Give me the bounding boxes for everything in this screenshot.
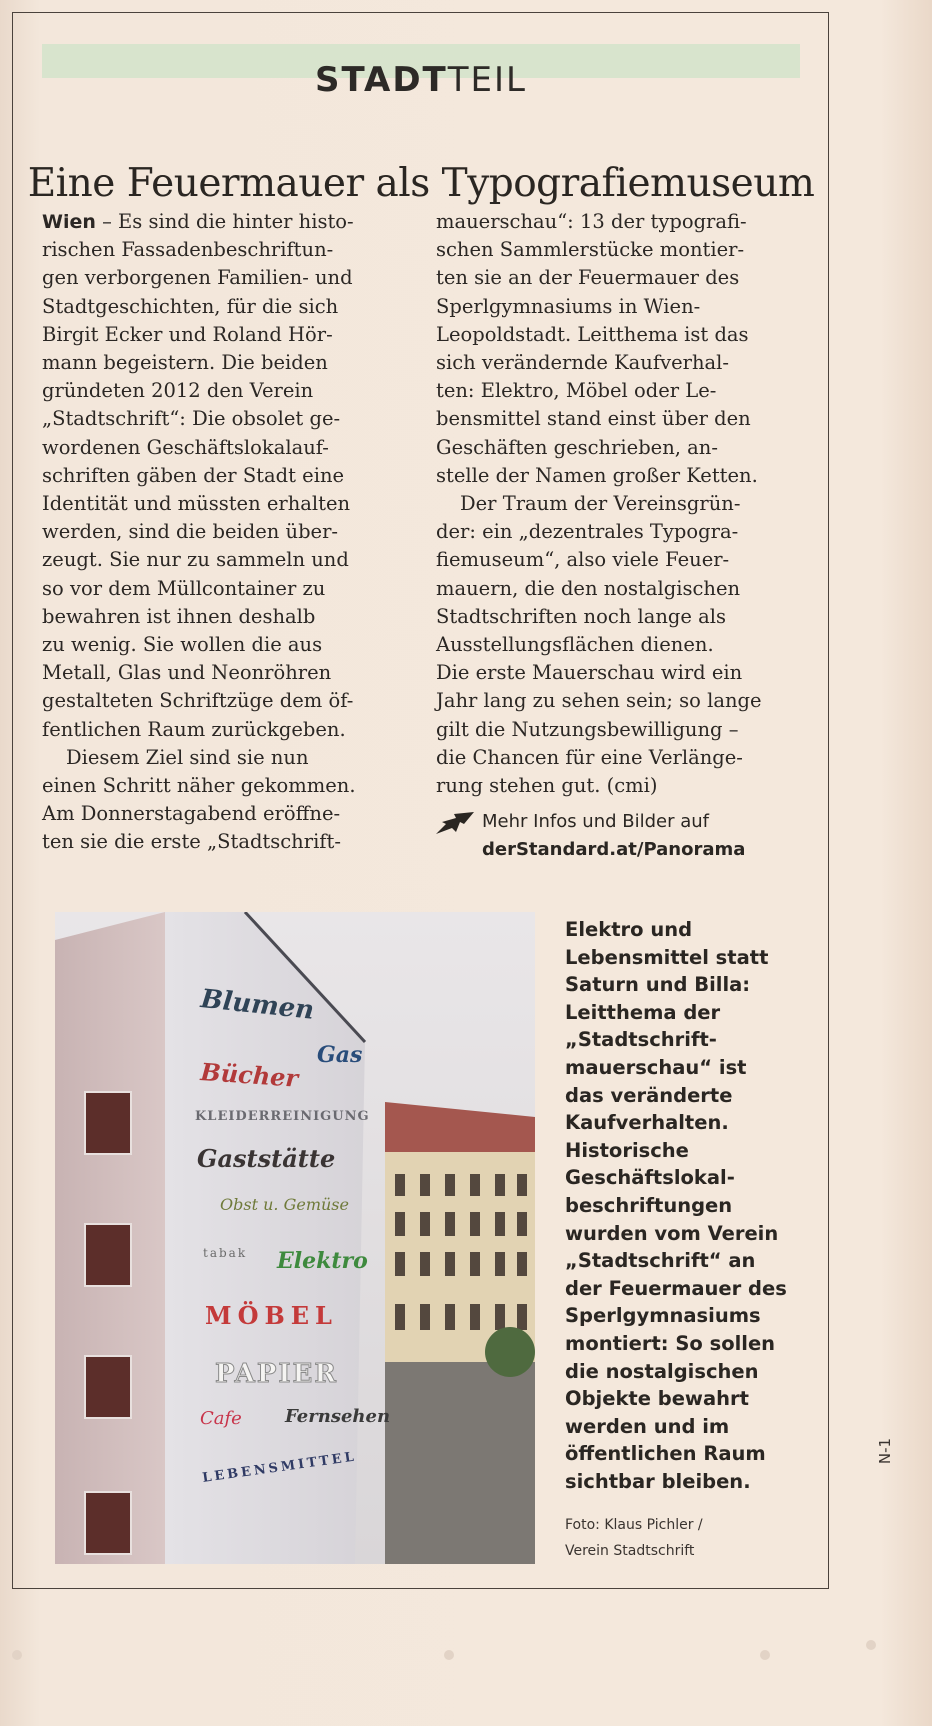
caption-line: Saturn und Billa: [565,973,751,997]
caption-line: die nostalgischen [565,1359,759,1383]
photo-firewall-signs [55,912,535,1564]
text-line: ten: Elektro, Möbel oder Le- [436,379,717,403]
text-line: der: ein „dezentrales Typogra- [436,520,739,544]
perforation-dot [12,1650,22,1660]
caption-line: Objekte bewahrt [565,1387,749,1411]
text-line: sich verändernde Kaufverhal- [436,351,729,375]
caption-line: sichtbar bleiben. [565,1469,751,1493]
sign-gas: Gas [317,1042,363,1068]
caption-line: Kaufverhalten. [565,1111,729,1135]
perforation-dot [444,1650,454,1660]
text-line: so vor dem Müllcontainer zu [42,576,326,600]
caption-line: öffentlichen Raum [565,1442,766,1466]
caption-line: der Feuermauer des [565,1276,787,1300]
text-line: Metall, Glas und Neonröhren [42,661,332,685]
sign-buecher: Bücher [199,1057,300,1093]
sign-moebel: MÖBEL [205,1301,338,1330]
dateline: Wien [42,211,96,233]
text-line: stelle der Namen großer Ketten. [436,463,758,487]
text-line: rung stehen gut. (cmi) [436,774,658,798]
text-line: schen Sammlerstücke montier- [436,238,745,262]
sign-elektro: Elektro [277,1248,368,1274]
text-line: gen verborgenen Familien- und [42,266,353,290]
caption-line: Elektro und [565,918,693,941]
sign-cafe: Cafe [200,1408,242,1429]
text-line: Der Traum der Vereinsgrün- [460,492,741,516]
text-line: bewahren ist ihnen deshalb [42,604,316,628]
caption-line: montiert: So sollen [565,1331,776,1355]
text-line: zu wenig. Sie wollen die aus [42,633,323,657]
text-line: ten sie die erste „Stadtschrift- [42,830,341,854]
caption-line: Leitthema der [565,1000,721,1024]
text-line: mauern, die den nostalgischen [436,576,741,600]
photo-credit [565,1512,805,1564]
text-line: Jahr lang zu sehen sein; so lange [436,689,762,713]
caption-line: Historische [565,1138,689,1162]
text-line: Diesem Ziel sind sie nun [66,745,309,769]
caption-line: werden und im [565,1414,730,1438]
text-line: Geschäften geschrieben, an- [436,435,718,459]
sign-lebensmittel: LEBENSMITTEL [201,1449,358,1486]
text-line: Birgit Ecker und Roland Hör- [42,322,333,346]
text-line: Am Donnerstagabend eröffne- [42,802,341,826]
caption-line: Lebensmittel statt [565,945,769,969]
caption-line: mauerschau“ ist [565,1055,747,1079]
paragraph-2 [42,744,407,857]
text-line: mauerschau“: 13 der typografi- [436,210,747,233]
sign-tabak: tabak [203,1246,248,1260]
text-line: gründeten 2012 den Verein [42,379,314,403]
text-line: Die erste Mauerschau wird ein [436,661,743,685]
tip-link[interactable]: derStandard.at/Panorama [482,839,746,860]
text-line: fentlichen Raum zurückgeben. [42,717,346,741]
article-column-1 [42,208,407,857]
photo-caption [565,916,805,1495]
caption-line: „Stadtschrift- [565,1028,717,1052]
caption-line: beschriftungen [565,1193,733,1217]
text-line: ten sie an der Feuermauer des [436,266,740,290]
text-line: die Chancen für eine Verlänge- [436,745,743,769]
page-marker: N-1 [876,1437,895,1465]
arrow-icon [434,810,476,836]
caption-line: Geschäftslokal- [565,1166,735,1190]
section-label-thin: TEIL [447,60,527,100]
text-line: Sperlgymnasiums in Wien- [436,294,701,318]
sign-gaststaette: Gaststätte [197,1144,336,1173]
text-line: einen Schritt näher gekommen. [42,774,356,798]
text-line: zeugt. Sie nur zu sammeln und [42,548,349,572]
caption-line: das veränderte [565,1083,733,1107]
caption-line: „Stadtschrift“ an [565,1249,756,1273]
perforation-dot [866,1640,876,1650]
credit-line: Verein Stadtschrift [565,1543,695,1559]
text-line: werden, sind die beiden über- [42,520,339,544]
paragraph-4 [436,490,801,800]
caption-line: Sperlgymnasiums [565,1304,761,1328]
text-line: mann begeistern. Die beiden [42,351,328,375]
tip-text: Mehr Infos und Bilder auf [482,811,710,832]
article-column-2 [436,208,801,800]
text-line: schriften gäben der Stadt eine [42,463,345,487]
sign-papier: PAPIER [215,1359,338,1389]
text-line: gestalteten Schriftzüge dem öf- [42,689,354,713]
text-line: Identität und müssten erhalten [42,492,351,516]
caption-line: wurden vom Verein [565,1221,779,1245]
text-line: Stadtgeschichten, für die sich [42,294,339,318]
sign-kleiderreinigung: KLEIDERREINIGUNG [195,1109,370,1124]
section-label-bold: STADT [314,60,448,100]
text-line: gilt die Nutzungsbewilligung – [436,717,739,741]
sign-obst: Obst u. Gemüse [220,1195,349,1214]
paragraph-3 [436,208,801,490]
text-line: wordenen Geschäftslokalauf- [42,435,329,459]
headline: Eine Feuermauer als Typografiemuseum [27,161,815,207]
text-line: „Stadtschrift“: Die obsolet ge- [42,407,341,431]
section-label [0,60,842,100]
text-line: Stadtschriften noch lange als [436,604,727,628]
text-line: Ausstellungsflächen dienen. [436,633,714,657]
text-line: rischen Fassadenbeschriftun- [42,238,334,262]
sign-blumen: Blumen [199,984,316,1026]
sign-fernsehen: Fernsehen [285,1406,391,1427]
text-line: – Es sind die hinter histo- [95,210,354,233]
perforation-dot [760,1650,770,1660]
text-line: bensmittel stand einst über den [436,407,751,431]
paragraph-1 [42,208,407,744]
credit-line: Foto: Klaus Pichler / [565,1517,703,1533]
text-line: Leopoldstadt. Leitthema ist das [436,322,749,346]
text-line: fiemuseum“, also viele Feuer- [436,548,730,572]
photo-illustration [55,912,535,1564]
